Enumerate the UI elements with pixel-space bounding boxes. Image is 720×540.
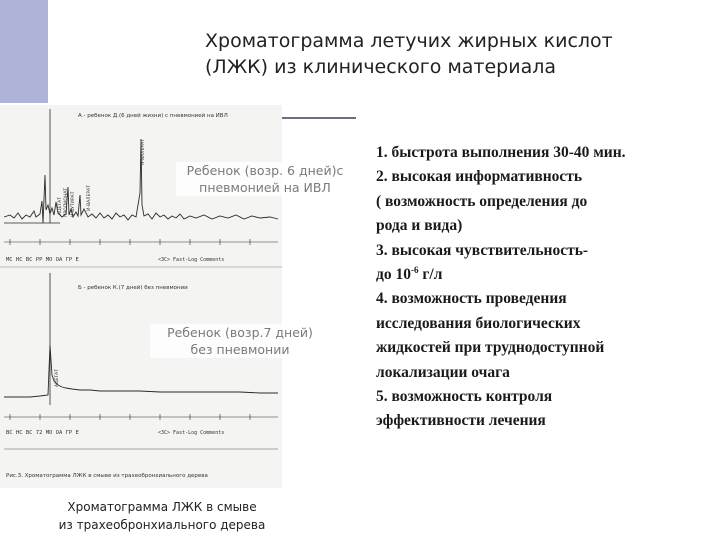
overlay-b-line-1: Ребенок (возр.7 дней) [167,325,313,340]
title-line-2: (ЛЖК) из клинического материала [205,56,557,78]
list-item: 1. быстрота выполнения 30-40 мин. [376,144,626,161]
peak-label-a5: Н-ВАЛЕРАТ [141,139,146,165]
caption-line-1: Хроматограмма ЛЖК в смыве [67,500,257,514]
advantages-list [376,141,716,434]
list-item: исследования биологических [376,314,581,332]
list-item: 3. высокая чувствительность- [376,241,589,259]
peak-label-a3: И-ВУТИРАТ [71,191,76,217]
caption-line-2: из трахеобронхиального дерева [58,518,266,532]
panel-a-title: А - ребенок Д.(6 дней жизни) с пневмонией на ИВЛ [78,113,228,119]
list-item: 5. возможность контроля [376,388,553,406]
list-item: рода и вида) [376,217,463,235]
peak-label-b1: АЦЕТАТ [55,369,60,387]
panel-a-axis-labels: МС НС ВС РР МО ОА ГР Е [6,257,79,263]
overlay-label-b [150,324,330,358]
list-item: ( возможность определения до [376,192,588,210]
list-item: жидкостей при труднодоступной [376,339,605,357]
list-item: локализации очага [376,363,510,381]
overlay-a-line-1: Ребенок (возр. 6 дней)с [186,163,344,178]
panel-b-axis-labels: ВС НС ВС 72 МО ОА ГР Е [6,430,79,436]
overlay-label-a [176,162,354,196]
overlay-a-line-2: пневмонией на ИВЛ [199,180,331,195]
image-caption [42,498,282,534]
list-item: 2. высокая информативность [376,168,583,186]
accent-bar [0,0,48,103]
panel-b-scale-note: <ЗС> Fast-Log Comments [158,430,225,436]
peak-label-a4: И-ВАЛЕРАТ [87,185,92,211]
list-item: эффективности лечения [376,412,546,430]
title-line-1: Хроматограмма летучих жирных кислот [205,30,613,52]
figure-caption-text: Рис.3. Хроматограмма ЛЖК в смыве из трахеобронхиального дерева [6,473,208,479]
sensitivity-unit: г/л [418,266,443,284]
slide-title [205,28,645,80]
panel-b-title: Б - ребенок К.(7 дней) без пневмонии [78,285,188,291]
overlay-b-line-2: без пневмонии [190,342,290,357]
peak-label-a2: ПРОПИОНАТ [64,187,69,217]
list-item: 4. возможность проведения [376,290,567,308]
panel-a-scale-note: <ЗС> Fast-Log Comments [158,257,225,263]
list-item [376,263,716,287]
sensitivity-exponent: -6 [410,264,419,275]
peak-label-a1: АЦЕТАТ [58,197,63,215]
sensitivity-prefix: до 10 [376,266,411,284]
